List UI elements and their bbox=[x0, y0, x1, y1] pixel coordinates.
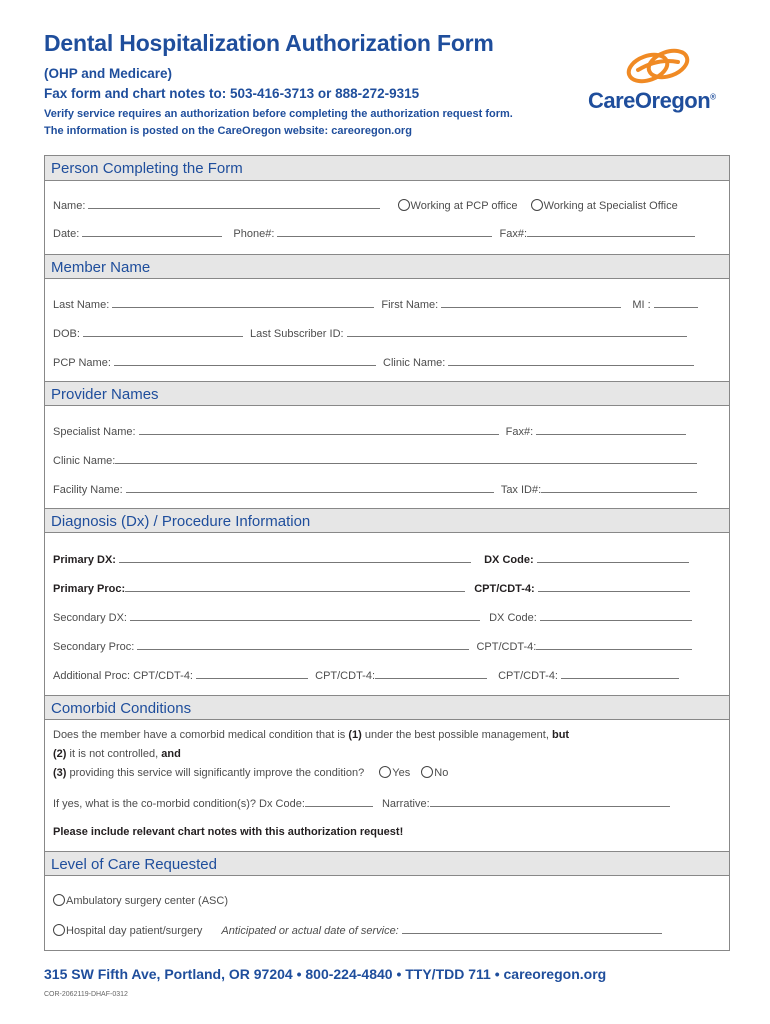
comorbid-narrative-field[interactable] bbox=[430, 797, 670, 807]
secondary-dx-field[interactable] bbox=[130, 611, 480, 621]
mi-field[interactable] bbox=[654, 298, 698, 308]
section-diagnosis: Diagnosis (Dx) / Procedure Information bbox=[45, 508, 729, 533]
form-header bbox=[44, 30, 604, 137]
hospital-option-row: Hospital day patient/surgery Anticipated or actual date of service: bbox=[53, 924, 662, 937]
section-member: Member Name bbox=[45, 254, 729, 279]
comorbid-question-line1: Does the member have a comorbid medical condition that is (1) under the best possible management, but bbox=[53, 729, 570, 741]
provider-facility-row: Facility Name: Tax ID#: bbox=[53, 483, 697, 496]
member-name-row: Last Name: First Name: MI : bbox=[53, 298, 698, 311]
service-date-field[interactable] bbox=[402, 924, 662, 934]
additional-proc-row: Additional Proc: CPT/CDT-4: CPT/CDT-4: CPT/CDT-4: bbox=[53, 669, 679, 682]
primary-proc-row: Primary Proc: CPT/CDT-4: bbox=[53, 582, 690, 595]
section-provider: Provider Names bbox=[45, 381, 729, 406]
chart-notes-reminder: Please include relevant chart notes with this authorization request! bbox=[53, 826, 404, 838]
footer-contact: 315 SW Fifth Ave, Portland, OR 97204 • 800-224-4840 • TTY/TDD 711 • careoregon.org bbox=[44, 966, 607, 982]
provider-clinic-field[interactable] bbox=[115, 454, 697, 464]
specialist-name-field[interactable] bbox=[139, 425, 499, 435]
specialist-office-radio[interactable] bbox=[531, 199, 543, 211]
secondary-dx-row: Secondary DX: DX Code: bbox=[53, 611, 692, 624]
facility-name-field[interactable] bbox=[126, 483, 494, 493]
primary-cpt-field[interactable] bbox=[538, 582, 690, 592]
secondary-proc-field[interactable] bbox=[137, 640, 469, 650]
secondary-proc-row: Secondary Proc: CPT/CDT-4: bbox=[53, 640, 692, 653]
primary-dx-code-field[interactable] bbox=[537, 553, 689, 563]
hospital-radio[interactable] bbox=[53, 924, 65, 936]
comorbid-yes-radio[interactable] bbox=[379, 766, 391, 778]
comorbid-condition-row: If yes, what is the co-morbid condition(s)? Dx Code: Narrative: bbox=[53, 797, 670, 810]
asc-radio[interactable] bbox=[53, 894, 65, 906]
section-comorbid: Comorbid Conditions bbox=[45, 695, 729, 720]
first-name-field[interactable] bbox=[441, 298, 621, 308]
member-pcp-row: PCP Name: Clinic Name: bbox=[53, 356, 694, 369]
primary-proc-field[interactable] bbox=[125, 582, 465, 592]
name-field[interactable] bbox=[88, 199, 380, 209]
person-name-row: Name: Working at PCP office Working at Specialist Office bbox=[53, 200, 678, 212]
dob-field[interactable] bbox=[83, 327, 243, 337]
pcp-office-radio[interactable] bbox=[398, 199, 410, 211]
comorbid-dx-code-field[interactable] bbox=[305, 797, 373, 807]
authorization-form bbox=[44, 155, 730, 951]
subscriber-id-field[interactable] bbox=[347, 327, 687, 337]
additional-cpt-field-2[interactable] bbox=[375, 669, 487, 679]
pcp-name-field[interactable] bbox=[114, 356, 376, 366]
comorbid-no-radio[interactable] bbox=[421, 766, 433, 778]
careoregon-logo bbox=[588, 48, 738, 118]
primary-dx-field[interactable] bbox=[119, 553, 471, 563]
form-subtitle: (OHP and Medicare) bbox=[44, 66, 173, 81]
section-person: Person Completing the Form bbox=[45, 156, 729, 181]
logo-text: CareOregon® bbox=[588, 88, 716, 113]
provider-fax-field[interactable] bbox=[536, 425, 686, 435]
date-field[interactable] bbox=[82, 227, 222, 237]
last-name-field[interactable] bbox=[112, 298, 374, 308]
provider-specialist-row: Specialist Name: Fax#: bbox=[53, 425, 686, 438]
secondary-dx-code-field[interactable] bbox=[540, 611, 692, 621]
form-code: COR-2062119-DHAF-0312 bbox=[44, 991, 128, 998]
website-notice: The information is posted on the CareOregon website: careoregon.org bbox=[44, 125, 412, 137]
additional-cpt-field-1[interactable] bbox=[196, 669, 308, 679]
section-level-of-care: Level of Care Requested bbox=[45, 851, 729, 876]
form-title: Dental Hospitalization Authorization Form bbox=[44, 30, 494, 56]
person-date-row: Date: Phone#: Fax#: bbox=[53, 227, 695, 240]
comorbid-question-line2: (2) it is not controlled, and bbox=[53, 748, 181, 760]
fax-instructions: Fax form and chart notes to: 503-416-3713 or 888-272-9315 bbox=[44, 86, 420, 101]
clinic-name-field[interactable] bbox=[448, 356, 694, 366]
logo-mark-icon bbox=[588, 48, 738, 88]
fax-field[interactable] bbox=[527, 227, 695, 237]
member-dob-row: DOB: Last Subscriber ID: bbox=[53, 327, 687, 340]
comorbid-question-line3: (3) providing this service will significantly improve the condition? Yes No bbox=[53, 767, 449, 779]
provider-clinic-row: Clinic Name: bbox=[53, 454, 697, 467]
verify-notice: Verify service requires an authorization before completing the authorization request form. bbox=[44, 108, 513, 120]
asc-option-row: Ambulatory surgery center (ASC) bbox=[53, 895, 228, 907]
additional-cpt-field-3[interactable] bbox=[561, 669, 679, 679]
phone-field[interactable] bbox=[277, 227, 492, 237]
tax-id-field[interactable] bbox=[541, 483, 697, 493]
primary-dx-row: Primary DX: DX Code: bbox=[53, 553, 689, 566]
secondary-cpt-field[interactable] bbox=[536, 640, 692, 650]
